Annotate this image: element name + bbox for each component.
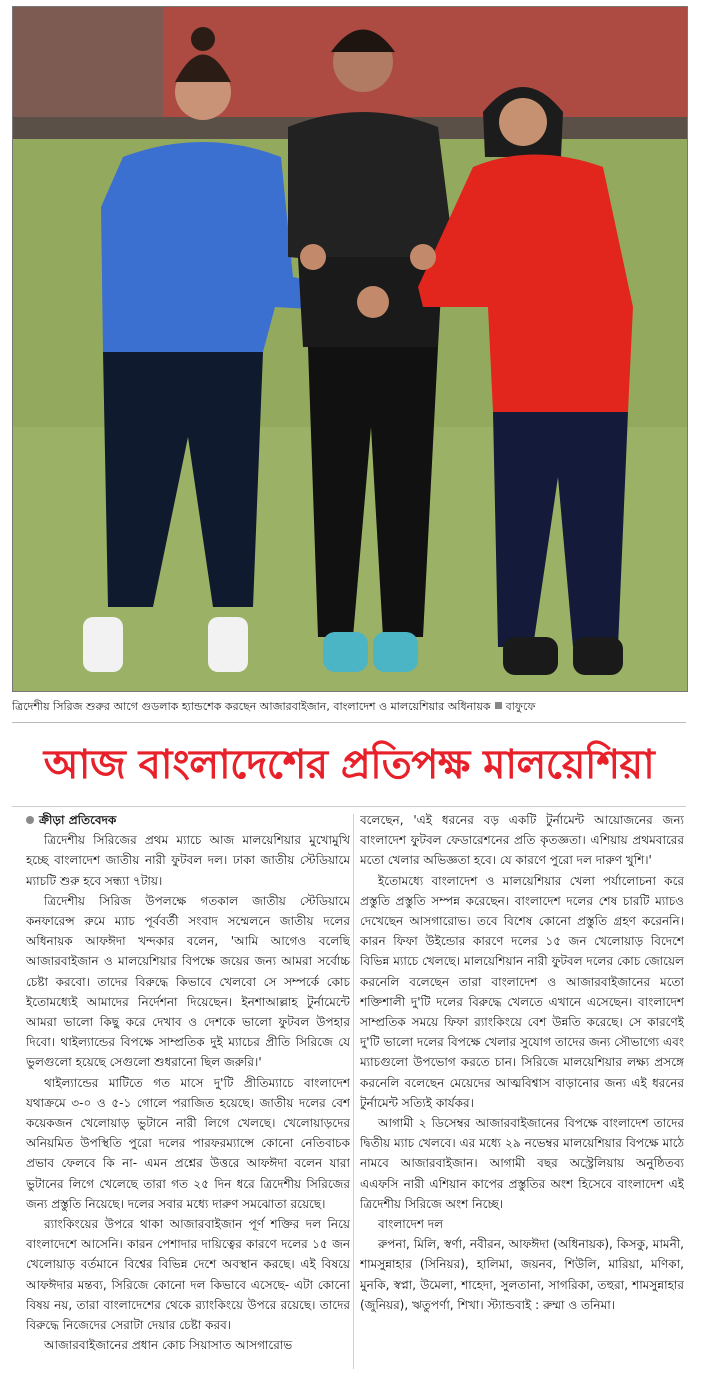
paragraph: ত্রিদেশীয় সিরিজ উপলক্ষে গতকাল জাতীয় স্টেডিয়ামে কনফারেন্স রুমে ম্যাচ পূর্ববর্তী সংবাদ সম্মেলনে জাতীয় দলের অধিনায়ক আফঈদা খন্দকার বলেন, 'আমি আগেও বলেছি আজারবাইজান ও মালয়েশিয়ার বিপক্ষে জয়ের জন্য আমরা সর্বোচ্চ চেষ্টা করবো। তাদের বিরুদ্ধে কিভাবে খেলবো সে সম্পর্কে কোচ ইতোমধ্যেই আমাদের নির্দেশনা দিয়েছেন। ইনশাআল্লাহ টুর্নামেন্টে আমরা ভালো কিছু করে দেখাব ও দেশকে ভালো ফুটবল উপহার দিবো। থাইল্যান্ডের বিপক্ষে সাম্প্রতিক দুই ম্যাচের প্রীতি সিরিজে যে ভুলগুলো হয়েছে সেগুলো শুধরানো ছিল জরুরি।' [26, 893, 350, 1070]
paragraph: বলেছেন, 'এই ধরনের বড় একটি টুর্নামেন্ট আয়োজনের জন্য বাংলাদেশ ফুটবল ফেডারেশনের প্রতি কৃতজ্ঞতা। এশিয়ায় প্রথমবারের মতো খেলার অভিজ্ঞতা হবে। যে কারণে পুরো দল দারুণ খুশি।' [360, 813, 684, 868]
paragraph: র‍্যাংকিংয়ের উপরে থাকা আজারবাইজান পূর্ণ শক্তির দল নিয়ে বাংলাদেশে আসেনি। কারন পেশাদার দায়িত্বের কারণে দলের ১৫ জন খেলোয়াড় বর্তমানে বিশ্বের বিভিন্ন দেশে অবস্থান করছে। এই বিষয়ে আফঈদার মন্তব্য, সিরিজে কোনো দল কিভাবে এসেছে- এটা কোনো বিষয় নয়, তারা বাংলাদেশের থেকে র‍্যাংকিংয়ে উপরে রয়েছে। তাদের বিরুদ্ধে নিজেদের সেরাটা দেয়ার চেষ্টা করব। [26, 1217, 350, 1333]
joined-hands [357, 286, 389, 318]
paragraph: আজারবাইজানের প্রধান কোচ সিয়াসাত আসগারোভ [44, 1338, 293, 1353]
divider-line [12, 722, 686, 723]
headline-divider [12, 806, 686, 807]
article-column-right [360, 810, 684, 1375]
byline-bullet-icon [26, 816, 34, 824]
photo-credit: বাফুফে [505, 700, 536, 713]
paragraph: থাইল্যান্ডের মাটিতে গত মাসে দু'টি প্রীতিম্যাচে বাংলাদেশ যথাক্রমে ৩-০ ও ৫-১ গোলে পরাজিত হয়েছে। জাতীয় দলের বেশ কয়েকজন খেলোয়াড় ভুটানে নারী লিগে খেলছে। খেলোয়াড়দের অনিয়মিত উপস্থিতি পুরো দলের পারফরম্যান্সে কোনো নেতিবাচক প্রভাব ফেলবে কি না- এমন প্রশ্নের উত্তরে আফঈদা বলেন যারা ভুটানের লিগে খেলেছে তারা গত ২৫ দিন ধরে ত্রিদেশীয় সিরিজের জন্য প্রস্তুতি নিয়েছে। দলের সবার মধ্যে দারুণ সমঝোতা রয়েছে। [26, 1075, 350, 1211]
squad-list: রুপনা, মিলি, স্বর্ণা, নবীরন, আফঈদা (অধিনায়ক), কিসকু, মামনী, শামসুন্নাহার (সিনিয়র), হালিমা, জয়নব, শিউলি, মারিয়া, মণিকা, মুনকি, স্বপ্না, উমেলা, শাহেদা, সুলতানা, সাগরিকা, তহুরা, শামসুন্নাহার (জুনিয়র), ঋতুপর্ণা, শিখা। স্ট্যান্ডবাই : রুম্মা ও তনিমা। [360, 1237, 684, 1312]
headline: আজ বাংলাদেশের প্রতিপক্ষ মালয়েশিয়া [43, 742, 655, 788]
caption-text: ত্রিদেশীয় সিরিজ শুরুর আগে গুডলাক হ্যান্ডশেক করছেন আজারবাইজান, বাংলাদেশ ও মালয়েশিয়ার অধিনায়ক [12, 700, 491, 713]
byline [26, 810, 350, 830]
news-photo [12, 6, 688, 692]
paragraph: ত্রিদেশীয় সিরিজের প্রথম ম্যাচে আজ মালয়েশিয়ার মুখোমুখি হচ্ছে বাংলাদেশ জাতীয় নারী ফুটবল দল। ঢাকা জাতীয় স্টেডিয়ামে ম্যাচটি শুরু হবে সন্ধ্যা ৭টায়। [26, 833, 350, 888]
article-column-left [26, 810, 350, 1375]
article-body [12, 810, 686, 1375]
paragraph: আগামী ২ ডিসেম্বর আজারবাইজানের বিপক্ষে বাংলাদেশ তাদের দ্বিতীয় ম্যাচ খেলবে। এর মধ্যে ২৯ নভেম্বর মালয়েশিয়ার বিপক্ষে মাঠে নামবে আজারবাইজান। আগামী বছর অস্ট্রেলিয়ায় অনুষ্ঠিতব্য এএফসি নারী এশিয়ান কাপের প্রস্তুতির অংশ হিসেবে বাংলাদেশ এই ত্রিদেশীয় সিরিজে অংশ নিচ্ছে। [360, 1116, 684, 1211]
photo-illustration [13, 7, 687, 691]
red-seats [163, 7, 687, 117]
squad-heading: বাংলাদেশ দল [378, 1217, 444, 1232]
paragraph: ইতোমধ্যে বাংলাদেশ ও মালয়েশিয়ার খেলা পর্যালোচনা করে প্রস্তুতি প্রস্তুতি সম্পন্ন করেছেন। বাংলাদেশ দলের শেষ চারটি ম্যাচও দেখেছেন আসগারোভ। তবে বিশেষ কোনো প্রস্তুতি গ্রহণ করেননি। কারন ফিফা উইন্ডোর কারণে দলের ১৫ জন খেলোয়াড় বিদেশে বিভিন্ন ম্যাচে খেলছে। মালয়েশিয়ান নারী ফুটবল দলের কোচ জোয়েল করনেলি বলেছেন তারা বাংলাদেশ ও আজারবাইজানের মতো শক্তিশালী দু'টি দলের বিরুদ্ধে খেলতে এখানে এসেছেন। বাংলাদেশ সাম্প্রতিক সময়ে ফিফা র‍্যাংকিংয়ে বেশ উন্নতি করেছে। সে কারণেই দু'টি ভালো দলের বিপক্ষে খেলার সুযোগ তাদের জন্য সৌভাগ্যে এবং ম্যাচগুলো উপভোগ করতে চান। সিরিজে মালয়েশিয়ার লক্ষ্য প্রসঙ্গে করনেলি বলেছেন মেয়েদের আত্মবিশ্বাস বাড়ানোর জন্য এই ধরনের টুর্নামেন্ট সত্যিই কার্যকর। [360, 873, 684, 1110]
caption-separator-square [495, 702, 502, 709]
byline-text: ক্রীড়া প্রতিবেদক [39, 813, 117, 827]
photo-caption [12, 699, 686, 715]
column-divider [353, 814, 354, 1369]
